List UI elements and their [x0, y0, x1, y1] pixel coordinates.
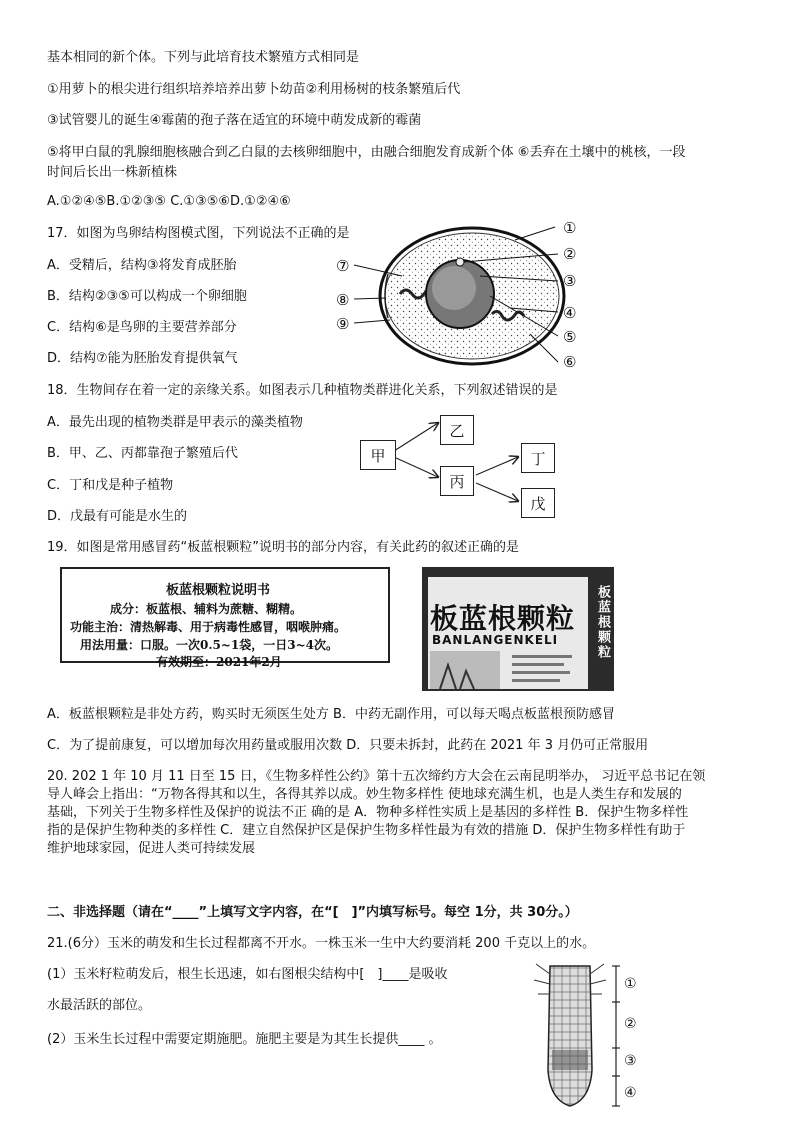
q17-option-c: C．结构⑥是鸟卵的主要营养部分 — [47, 320, 237, 335]
node-yi: 乙 — [440, 415, 474, 445]
label-7: ⑦ — [336, 257, 350, 275]
q18-option-c: C．丁和戊是种子植物 — [47, 478, 174, 493]
label-2: ② — [563, 245, 577, 263]
root-label-4: ④ — [624, 1085, 637, 1101]
node-wu: 戊 — [521, 488, 555, 518]
q20-line-1: 20. 202 1 年 10 月 11 日至 15 日，《生物多样性公约》第十五次缔约方大会在云南昆明举办， 习近平总书记在领 — [47, 769, 706, 784]
q21-part1-line1: (1）玉米籽粒萌发后，根生长迅速，如右图根尖结构中[ ]____是吸收 — [47, 967, 448, 982]
q18-option-a: A．最先出现的植物类群是甲表示的藻类植物 — [47, 415, 303, 430]
leaflet-dosage: 用法用量：口服。一次0.5~1袋，一日3~4次。 — [80, 638, 339, 652]
label-6: ⑥ — [563, 353, 577, 371]
q20-line-4: 指的是保护生物种类的多样性 C．建立自然保护区是保护生物多样性最为有效的措施 D．保护生物多样性有助于 — [47, 823, 686, 838]
option-line-4: 时间后长出一株新植株 — [47, 165, 178, 180]
instruction-leaflet — [60, 567, 390, 669]
q17-option-d: D．结构⑦能为胚胎发育提供氧气 — [47, 351, 238, 366]
option-line-3: ⑤将甲白鼠的乳腺细胞核融合到乙白鼠的去核卵细胞中，由融合细胞发育成新个体 ⑥丢弃在土壤中的桃核，一段 — [47, 145, 686, 160]
package-side-name: 板蓝根颗粒 — [595, 585, 610, 660]
label-3: ③ — [563, 272, 577, 290]
leaflet-title: 板蓝根颗粒说明书 — [166, 583, 271, 598]
q21-part1-line2: 水最活跃的部位。 — [47, 998, 152, 1013]
node-bing: 丙 — [440, 466, 474, 496]
node-ding: 丁 — [521, 443, 555, 473]
q18-option-d: D．戊最有可能是水生的 — [47, 509, 188, 524]
q20-line-2: 导人峰会上指出：“万物各得其和以生，各得其养以成。妙生物多样性 使地球充满生机，也是人类生存和发展的 — [47, 787, 682, 802]
root-label-1: ① — [624, 976, 637, 992]
label-8: ⑧ — [336, 291, 350, 309]
medicine-package — [422, 567, 614, 691]
option-line-2: ③试管婴儿的诞生④霉菌的孢子落在适宜的环境中萌发成新的霉菌 — [47, 113, 422, 128]
label-1: ① — [563, 219, 577, 237]
yolk-highlight — [432, 266, 476, 310]
germinal-disc — [456, 258, 464, 266]
package-illustration — [430, 651, 590, 689]
q19-options-cd: C．为了提前康复，可以增加每次用药量或服用次数 D．只要未拆封，此药在 2021 年 3 月仍可正常服用 — [47, 738, 649, 753]
leaflet-ingredients: 成分：板蓝根、辅料为蔗糖、糊精。 — [110, 602, 303, 616]
q17-option-b: B．结构②③⑤可以构成一个卵细胞 — [47, 289, 247, 304]
label-5: ⑤ — [563, 328, 577, 346]
section-heading: 二、非选择题（请在“____”上填写文字内容，在“[ ]”内填写标号。每空 1分，共 30分。） — [47, 905, 578, 920]
root-tip-diagram — [530, 960, 650, 1110]
package-brand-name: 板蓝根颗粒 — [430, 602, 576, 635]
label-4: ④ — [563, 304, 577, 322]
choice-line: A.①②④⑤B.①②③⑤ C.①③⑤⑥D.①②④⑥ — [47, 194, 291, 209]
leaflet-expiry: 有效期至：2021年2月 — [156, 655, 282, 669]
root-label-3: ③ — [624, 1053, 637, 1069]
root-body — [548, 966, 592, 1106]
bird-egg-diagram — [330, 214, 590, 374]
intro-line: 基本相同的新个体。下列与此培育技术繁殖方式相同是 — [47, 50, 360, 65]
meristem-shade — [552, 1050, 588, 1070]
q19-options-ab: A．板蓝根颗粒是非处方药，购买时无须医生处方 B．中药无副作用，可以每天喝点板蓝根预防感冒 — [47, 707, 615, 722]
q18-option-b: B．甲、乙、丙都靠孢子繁殖后代 — [47, 446, 238, 461]
q19-stem: 19．如图是常用感冒药“板蓝根颗粒”说明书的部分内容，有关此药的叙述正确的是 — [47, 540, 520, 555]
leaflet-indications: 功能主治：清热解毒、用于病毒性感冒，咽喉肿痛。 — [70, 620, 347, 634]
node-jia: 甲 — [360, 440, 396, 470]
option-line-1: ①用萝卜的根尖进行组织培养培养出萝卜幼苗②利用杨树的枝条繁殖后代 — [47, 82, 461, 97]
q20-line-5: 维护地球家园，促进人类可持续发展 — [47, 841, 256, 856]
package-pinyin: BANLANGENKELI — [432, 633, 559, 647]
label-9: ⑨ — [336, 315, 350, 333]
q17-stem: 17．如图为鸟卵结构图模式图，下列说法不正确的是 — [47, 226, 350, 241]
q21-part2: (2）玉米生长过程中需要定期施肥。施肥主要是为其生长提供____ 。 — [47, 1032, 442, 1047]
q21-intro: 21.(6分）玉米的萌发和生长过程都离不开水。一株玉米一生中大约要消耗 200 千克以上的水。 — [47, 936, 596, 951]
q20-line-3: 基础，下列关于生物多样性及保护的说法不正 确的是 A．物种多样性实质上是基因的多样性 B．保护生物多样性 — [47, 805, 689, 820]
q17-option-a: A．受精后，结构③将发育成胚胎 — [47, 258, 237, 273]
q18-stem: 18．生物间存在着一定的亲缘关系。如图表示几种植物类群进化关系，下列叙述错误的是 — [47, 383, 558, 398]
root-label-2: ② — [624, 1016, 637, 1032]
